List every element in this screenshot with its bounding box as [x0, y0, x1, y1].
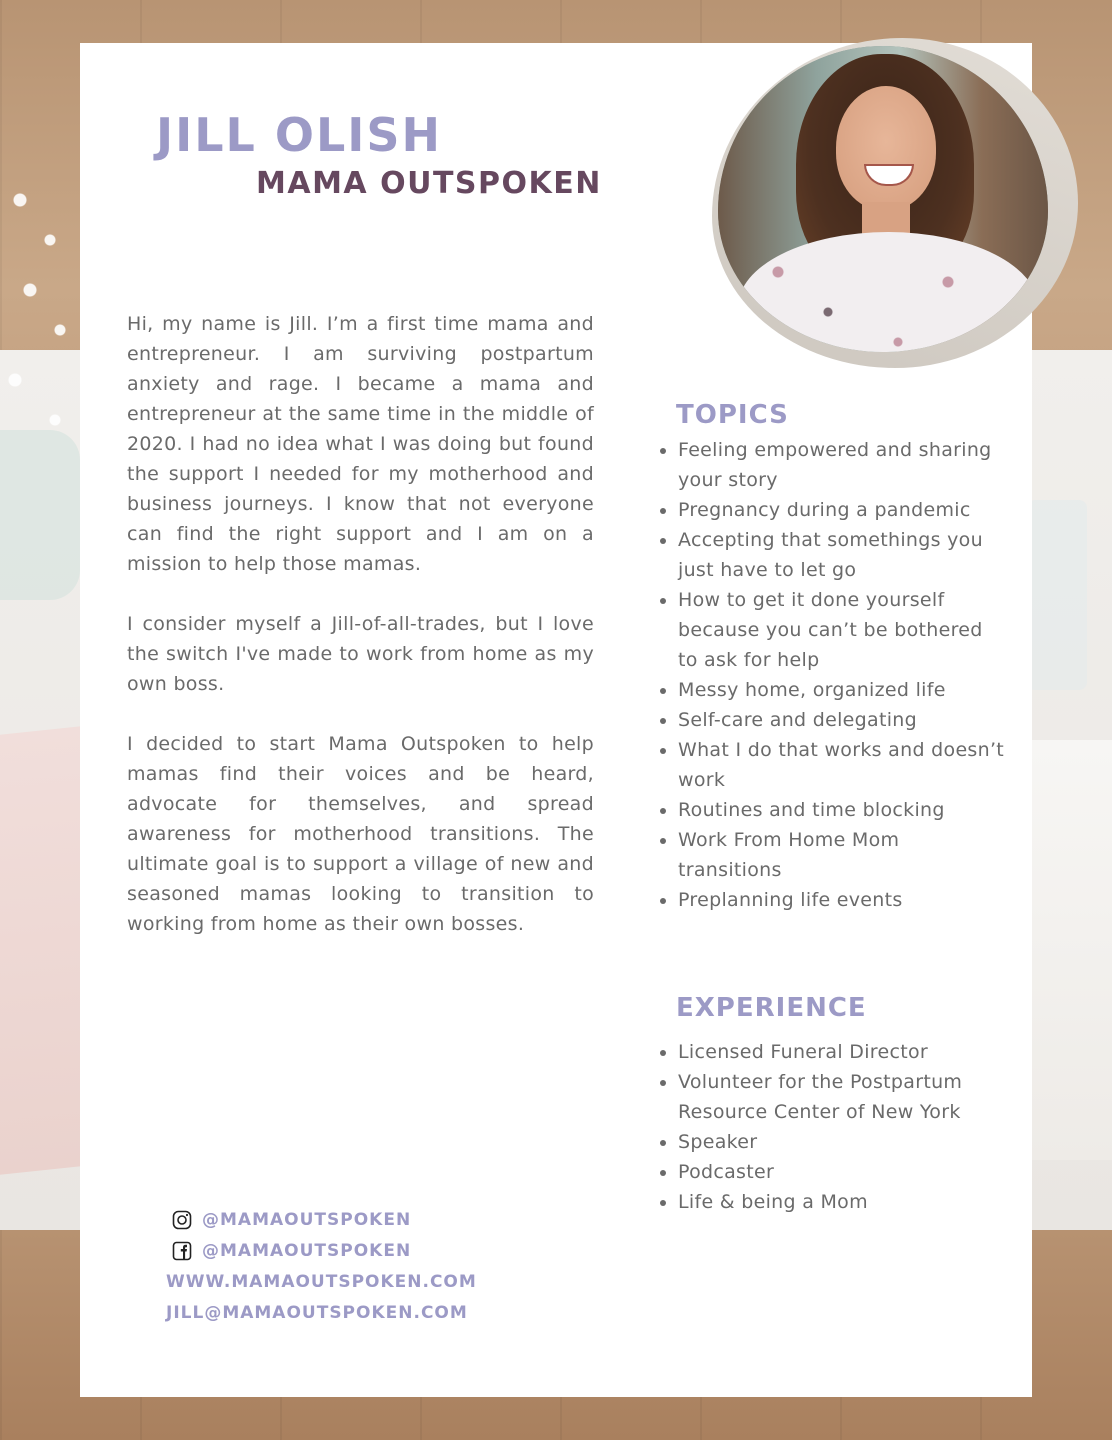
topic-item: • Preplanning life events — [678, 885, 1008, 915]
experience-heading: EXPERIENCE — [676, 993, 867, 1023]
topic-item: • Accepting that somethings you just have to let go — [678, 525, 1008, 585]
bio-paragraph: I decided to start Mama Outspoken to help mamas find their voices and be heard, advocate for themselves, and spread awareness for motherhood transitions. The ultimate goal is to support a village of new and seasoned mamas looking to transition to working from home as their own bosses. — [127, 733, 594, 935]
facebook-icon — [172, 1241, 192, 1261]
instagram-handle[interactable] — [172, 1210, 411, 1230]
email-link[interactable]: JILL@MAMAOUTSPOKEN.COM — [166, 1303, 468, 1323]
background-tape-dispenser — [1027, 500, 1087, 690]
instagram-icon — [172, 1210, 192, 1230]
speaker-name: JILL OLISH — [156, 108, 443, 162]
topic-item: • How to get it done yourself because you can’t be bothered to ask for help — [678, 585, 1008, 675]
background-book — [1022, 740, 1112, 1160]
facebook-handle[interactable] — [172, 1241, 411, 1261]
experience-item: • Volunteer for the Postpartum Resource Center of New York — [678, 1067, 1008, 1127]
topic-item: • Messy home, organized life — [678, 675, 1008, 705]
bio-text — [127, 309, 594, 969]
topic-item: • Self-care and delegating — [678, 705, 1008, 735]
topic-item: • Feeling empowered and sharing your story — [678, 435, 1008, 495]
bio-paragraph: I consider myself a Jill-of-all-trades, but I love the switch I've made to work from home as my own boss. — [127, 613, 594, 695]
background-vase — [0, 430, 80, 600]
experience-item: • Speaker — [678, 1127, 1008, 1157]
brand-name: MAMA OUTSPOKEN — [256, 166, 602, 201]
topics-list — [654, 435, 1008, 915]
topic-item: • What I do that works and doesn’t work — [678, 735, 1008, 795]
facebook-handle-text: @MAMAOUTSPOKEN — [202, 1241, 412, 1261]
topics-heading: TOPICS — [676, 400, 789, 430]
bio-paragraph: Hi, my name is Jill. I’m a first time mama and entrepreneur. I am surviving postpartum anxiety and rage. I became a mama and entrepreneur at the same time in the middle of 2020. I had no idea what I was doing but found the support I needed for my motherhood and business journeys. I know that not everyone can find the right support and I am on a mission to help those mamas. — [127, 313, 594, 575]
instagram-handle-text: @MAMAOUTSPOKEN — [202, 1210, 412, 1230]
experience-item: • Podcaster — [678, 1157, 1008, 1187]
topic-item: • Work From Home Mom transitions — [678, 825, 1008, 885]
topic-item: • Routines and time blocking — [678, 795, 1008, 825]
website-link[interactable]: WWW.MAMAOUTSPOKEN.COM — [166, 1272, 477, 1292]
portrait-photo — [718, 46, 1048, 352]
experience-item: • Life & being a Mom — [678, 1187, 1008, 1217]
experience-item: • Licensed Funeral Director — [678, 1037, 1008, 1067]
experience-list — [654, 1037, 1008, 1217]
topic-item: • Pregnancy during a pandemic — [678, 495, 1008, 525]
